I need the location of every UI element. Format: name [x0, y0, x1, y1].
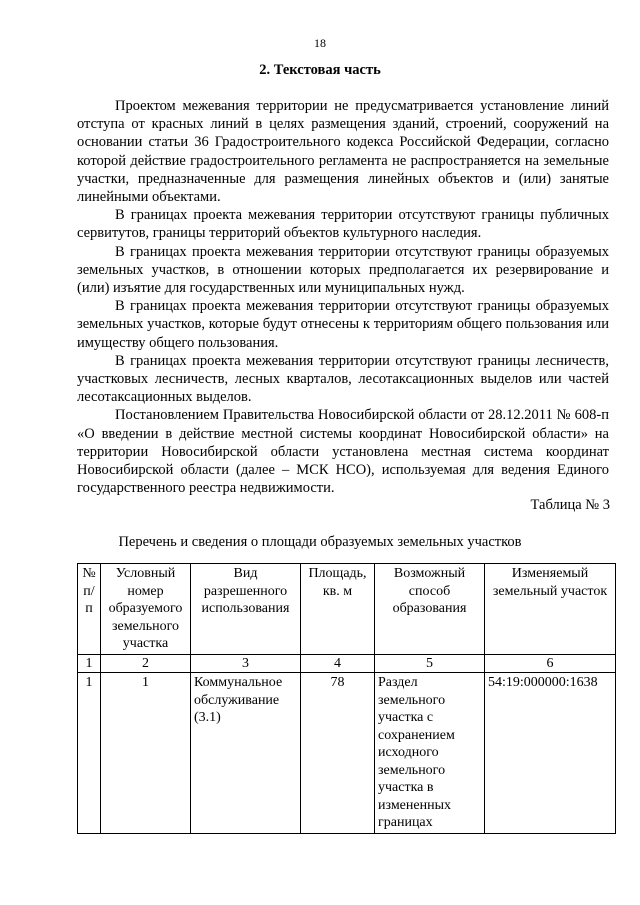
- cell-area: 78: [301, 673, 375, 834]
- paragraph-2: В границах проекта межевания территории отсутствуют границы публичных сервитутов, границы территорий объектов культурного наследия.: [77, 207, 609, 242]
- page-number: 18: [314, 36, 326, 50]
- header-area: Площадь, кв. м: [301, 564, 375, 655]
- table-row: [78, 673, 616, 834]
- header-changed-plot: Изменяемый земельный участок: [485, 564, 616, 655]
- header-num: № п/п: [78, 564, 101, 655]
- cell-num: 1: [78, 673, 101, 834]
- table-label: Таблица № 3: [530, 497, 610, 513]
- cell-conditional-number: 1: [101, 673, 191, 834]
- table-header-row: [78, 564, 616, 655]
- column-number: 4: [301, 654, 375, 673]
- header-conditional-number: Условный номер образуемого земельного участка: [101, 564, 191, 655]
- section-title: 2. Текстовая часть: [259, 62, 381, 78]
- paragraph-1: Проектом межевания территории не предусматривается установление линий отступа от красных линий в целях размещения зданий, строений, сооружений на основании статьи 36 Градостроительного кодекса Российской Федерации, согласно которой действие градостроительного регламента не распространяется на земельные участки, предназначенные для размещения линейных объектов и (или) занятые линейными объектами.: [77, 98, 609, 206]
- cell-permitted-use: Коммунальное обслуживание (3.1): [191, 673, 301, 834]
- column-number: 1: [78, 654, 101, 673]
- header-permitted-use: Вид разрешенного использования: [191, 564, 301, 655]
- paragraph-3: В границах проекта межевания территории отсутствуют границы образуемых земельных участков, в отношении которых предполагается их резервирование и (или) изъятие для государственных или муниципальных нужд.: [77, 243, 609, 297]
- column-number: 3: [191, 654, 301, 673]
- land-plots-table: [77, 563, 616, 834]
- column-number: 6: [485, 654, 616, 673]
- paragraph-5: В границах проекта межевания территории отсутствуют границы лесничеств, участковых лесничеств, лесных кварталов, лесотаксационных выделов или частей лесотаксационных выделов.: [77, 352, 609, 406]
- header-formation-method: Возможный способ образования: [375, 564, 485, 655]
- paragraph-4: В границах проекта межевания территории отсутствуют границы образуемых земельных участков, которые будут отнесены к территориям общего пользования или имуществу общего пользования.: [77, 298, 609, 351]
- body-text: [77, 97, 609, 497]
- column-number: 2: [101, 654, 191, 673]
- column-number: 5: [375, 654, 485, 673]
- column-numbers-row: [78, 654, 616, 673]
- paragraph-6: Постановлением Правительства Новосибирской области от 28.12.2011 № 608-п «О введении в действие местной системы координат Новосибирской области» на территории Новосибирской области установлена местная система координат Новосибирской области (далее – МСК НСО), используемая для ведения Единого государственного реестра недвижимости.: [77, 407, 609, 497]
- table-title: Перечень и сведения о площади образуемых земельных участков: [118, 534, 522, 550]
- cell-changed-plot: 54:19:000000:1638: [485, 673, 616, 834]
- cell-formation-method: Раздел земельного участка с сохранением исходного земельного участка в измененных границах: [375, 673, 485, 834]
